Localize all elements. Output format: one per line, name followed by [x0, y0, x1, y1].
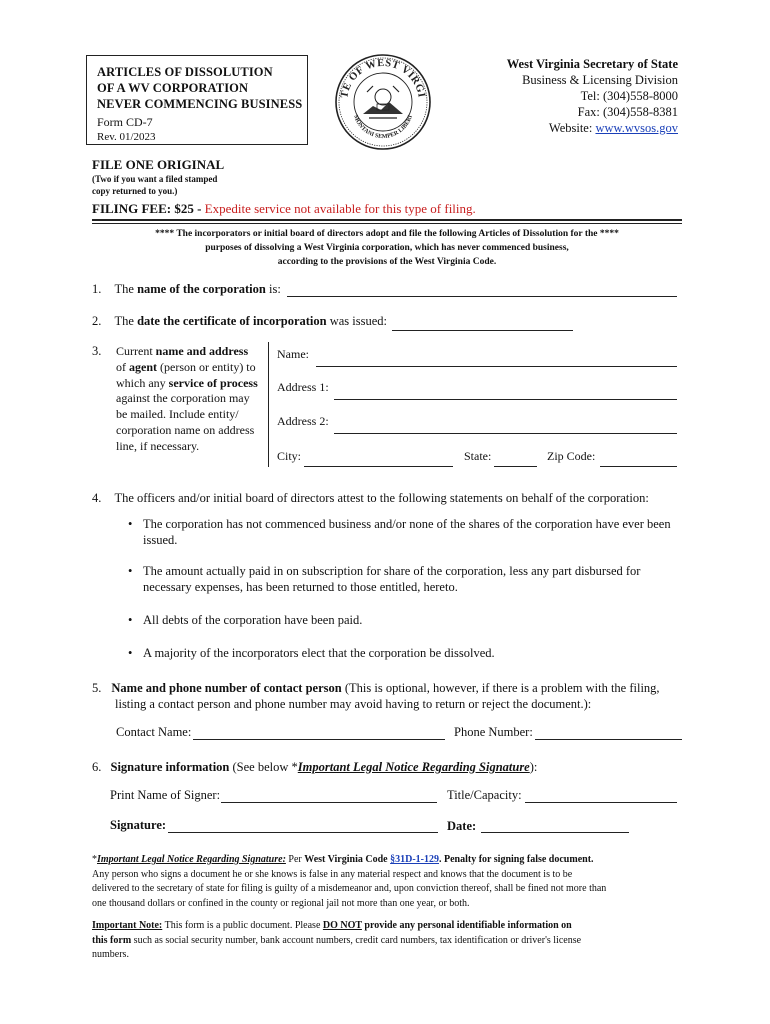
intro-line-2: purposes of dissolving a West Virginia corporation, which has never commenced business,	[205, 243, 569, 253]
signature-field[interactable]	[168, 832, 438, 833]
agent-desc-line: against the corporation may	[116, 391, 250, 406]
form-number: Form CD-7	[97, 115, 153, 129]
statement-2	[143, 563, 683, 595]
filing-fee	[92, 201, 476, 217]
item-4	[92, 491, 649, 506]
statement-1	[143, 516, 683, 548]
form-title-box	[86, 55, 308, 145]
item-3-description	[116, 344, 268, 455]
agent-city-field[interactable]	[304, 466, 453, 467]
item-5-text-2: listing a contact person and phone number may avoid having to return or reject the document.):	[115, 697, 592, 711]
code-reference-link[interactable]: §31D-1-129	[390, 854, 439, 865]
legal-code: West Virginia Code	[304, 854, 391, 865]
item-4-text: The officers and/or initial board of directors attest to the following statements on behalf of the corporation:	[114, 491, 649, 505]
agent-desc-text: (person or entity) to	[157, 359, 256, 374]
legal-notice-link[interactable]: Important Legal Notice Regarding Signature	[297, 760, 530, 774]
title-capacity-field[interactable]	[525, 802, 677, 803]
contact-name-field[interactable]	[193, 739, 445, 740]
state-seal	[333, 52, 433, 152]
agent-city-label: City:	[277, 449, 302, 463]
form-revision: Rev. 01/2023	[97, 131, 156, 143]
website-label: Website:	[548, 121, 596, 135]
agent-address1-field[interactable]	[334, 399, 677, 400]
form-title-line-1: ARTICLES OF DISSOLUTION	[97, 65, 273, 79]
agent-desc-line: be mailed. Include entity/	[116, 407, 239, 422]
agent-divider	[268, 342, 269, 467]
important-note-label: Important Note:	[92, 920, 163, 931]
item-1-number: 1.	[92, 282, 102, 296]
svg-text:STATE OF WEST VIRGINIA	[333, 52, 427, 99]
item-1-pre: The	[114, 282, 138, 296]
agent-desc-line: line, if necessary.	[116, 438, 200, 453]
item-4-number: 4.	[92, 491, 102, 505]
legal-body-3: one thousand dollars or confined in the county or regional jail not more than one year, or both.	[92, 897, 470, 909]
item-6-post: ):	[529, 760, 538, 774]
item-6-number: 6.	[92, 760, 102, 774]
agent-address1-label: Address 1:	[277, 380, 329, 394]
important-note-text-3: such as social security number, bank account numbers, credit card numbers, tax identification or driver's license	[131, 934, 582, 946]
agent-desc-bold-2: agent	[129, 359, 157, 374]
item-2-bold: date the certificate of incorporation	[137, 314, 327, 328]
agent-state-field[interactable]	[494, 466, 537, 467]
do-not-text: DO NOT	[322, 920, 362, 931]
print-name-label: Print Name of Signer:	[110, 788, 221, 802]
statement-3-line-1: All debts of the corporation have been paid.	[143, 613, 363, 627]
fee-note: Expedite service not available for this type of filing.	[204, 201, 476, 216]
office-name: West Virginia Secretary of State	[506, 57, 678, 71]
contact-block	[507, 56, 678, 136]
legal-notice	[92, 853, 692, 911]
item-5-number: 5.	[92, 681, 102, 695]
copy-returned-line: copy returned to you.)	[92, 186, 178, 196]
corporation-name-field[interactable]	[287, 296, 677, 297]
statement-2-line-1: The amount actually paid in on subscription for share of the corporation, less any part disbursed for	[143, 564, 641, 578]
divider-thick	[92, 219, 682, 221]
item-1-bold: name of the corporation	[137, 282, 266, 296]
office-tel: Tel: (304)558-8000	[580, 89, 678, 103]
agent-desc-bold-1: name and address	[155, 344, 249, 358]
legal-body-1: Any person who signs a document he or she knows is false in any material respect and knows that the document is to be	[92, 868, 573, 880]
legal-notice-title: Important Legal Notice Regarding Signature:	[97, 854, 286, 865]
print-name-field[interactable]	[221, 802, 437, 803]
fee-label: FILING FEE: $25 -	[92, 201, 205, 216]
form-title-line-3: NEVER COMMENCING BUSINESS	[97, 97, 303, 111]
item-5-text-1: (This is optional, however, if there is a problem with the filing,	[341, 681, 660, 695]
important-note	[92, 919, 692, 963]
file-one-original: FILE ONE ORIGINAL	[92, 157, 225, 172]
agent-address2-field[interactable]	[334, 433, 677, 434]
legal-penalty: . Penalty for signing false document.	[438, 854, 594, 865]
item-3-number: 3.	[92, 344, 102, 358]
agent-name-label: Name:	[277, 347, 309, 361]
item-2-pre: The	[114, 314, 138, 328]
date-field[interactable]	[481, 832, 629, 833]
state-seal-icon	[333, 52, 433, 152]
agent-desc-text: which any	[116, 375, 169, 390]
item-6-pre: (See below *	[229, 760, 298, 774]
legal-star: *	[92, 854, 97, 865]
item-5-bold: Name and phone number of contact person	[111, 681, 342, 695]
legal-per: Per	[285, 854, 305, 865]
two-if-line: (Two if you want a filed stamped	[92, 174, 218, 184]
agent-desc-bold-3: service of process	[168, 375, 258, 390]
intro-text	[92, 227, 682, 269]
office-fax: Fax: (304)558-8381	[577, 105, 678, 119]
office-website	[507, 120, 678, 136]
statement-1-line-2: issued.	[143, 533, 178, 547]
legal-body-2: delivered to the secretary of state for filing is guilty of a misdemeanor and, upon conviction thereof, shall be fined not more than	[92, 883, 607, 894]
form-title-line-2: OF A WV CORPORATION	[97, 81, 249, 95]
title-capacity-label: Title/Capacity:	[447, 788, 522, 802]
statement-4	[143, 645, 683, 661]
agent-desc-line: corporation name on address	[116, 422, 255, 437]
incorporation-date-field[interactable]	[392, 330, 573, 331]
item-5	[92, 680, 692, 712]
item-6	[92, 760, 537, 775]
statement-4-line-1: A majority of the incorporators elect that the corporation be dissolved.	[143, 646, 495, 660]
agent-desc-text: Current	[116, 344, 156, 358]
important-note-text-1: This form is a public document. Please	[162, 920, 323, 931]
item-1	[92, 282, 281, 297]
seal-top-text: TE OF WEST VIRGI	[339, 57, 427, 100]
seal-bottom-text: MONTANI SEMPER LIBERI	[352, 114, 414, 141]
agent-name-field[interactable]	[316, 366, 677, 367]
file-two-note	[92, 173, 217, 197]
statement-3	[143, 612, 683, 628]
item-2	[92, 314, 387, 329]
agent-zip-label: Zip Code:	[547, 449, 596, 463]
item-6-bold: Signature information	[110, 760, 230, 774]
website-link[interactable]: www.wvsos.gov	[595, 121, 678, 135]
divider-thin	[92, 223, 682, 224]
agent-desc-text: of	[116, 359, 129, 374]
agent-address2-label: Address 2:	[277, 414, 329, 428]
important-note-text-2: provide any personal identifiable information on	[361, 920, 572, 931]
phone-number-field[interactable]	[535, 739, 682, 740]
contact-name-label: Contact Name:	[116, 725, 192, 739]
this-form-text: this form	[92, 934, 132, 946]
date-label: Date:	[447, 819, 477, 833]
signature-label: Signature:	[110, 818, 167, 832]
important-note-text-4: numbers.	[92, 949, 129, 960]
division-name: Business & Licensing Division	[522, 73, 678, 87]
statement-1-line-1: The corporation has not commenced business and/or none of the shares of the corporation have ever been	[143, 517, 671, 531]
item-2-post: was issued:	[326, 314, 388, 328]
phone-number-label: Phone Number:	[454, 725, 533, 739]
intro-line-3: according to the provisions of the West Virginia Code.	[277, 257, 497, 267]
agent-zip-field[interactable]	[600, 466, 677, 467]
intro-line-1: **** The incorporators or initial board of directors adopt and file the following Articles of Dissolution for the ****	[155, 229, 619, 239]
item-1-post: is:	[265, 282, 281, 296]
statement-2-line-2: necessary expenses, has been returned to those entitled, hereto.	[143, 580, 458, 594]
agent-state-label: State:	[464, 449, 492, 463]
item-2-number: 2.	[92, 314, 102, 328]
